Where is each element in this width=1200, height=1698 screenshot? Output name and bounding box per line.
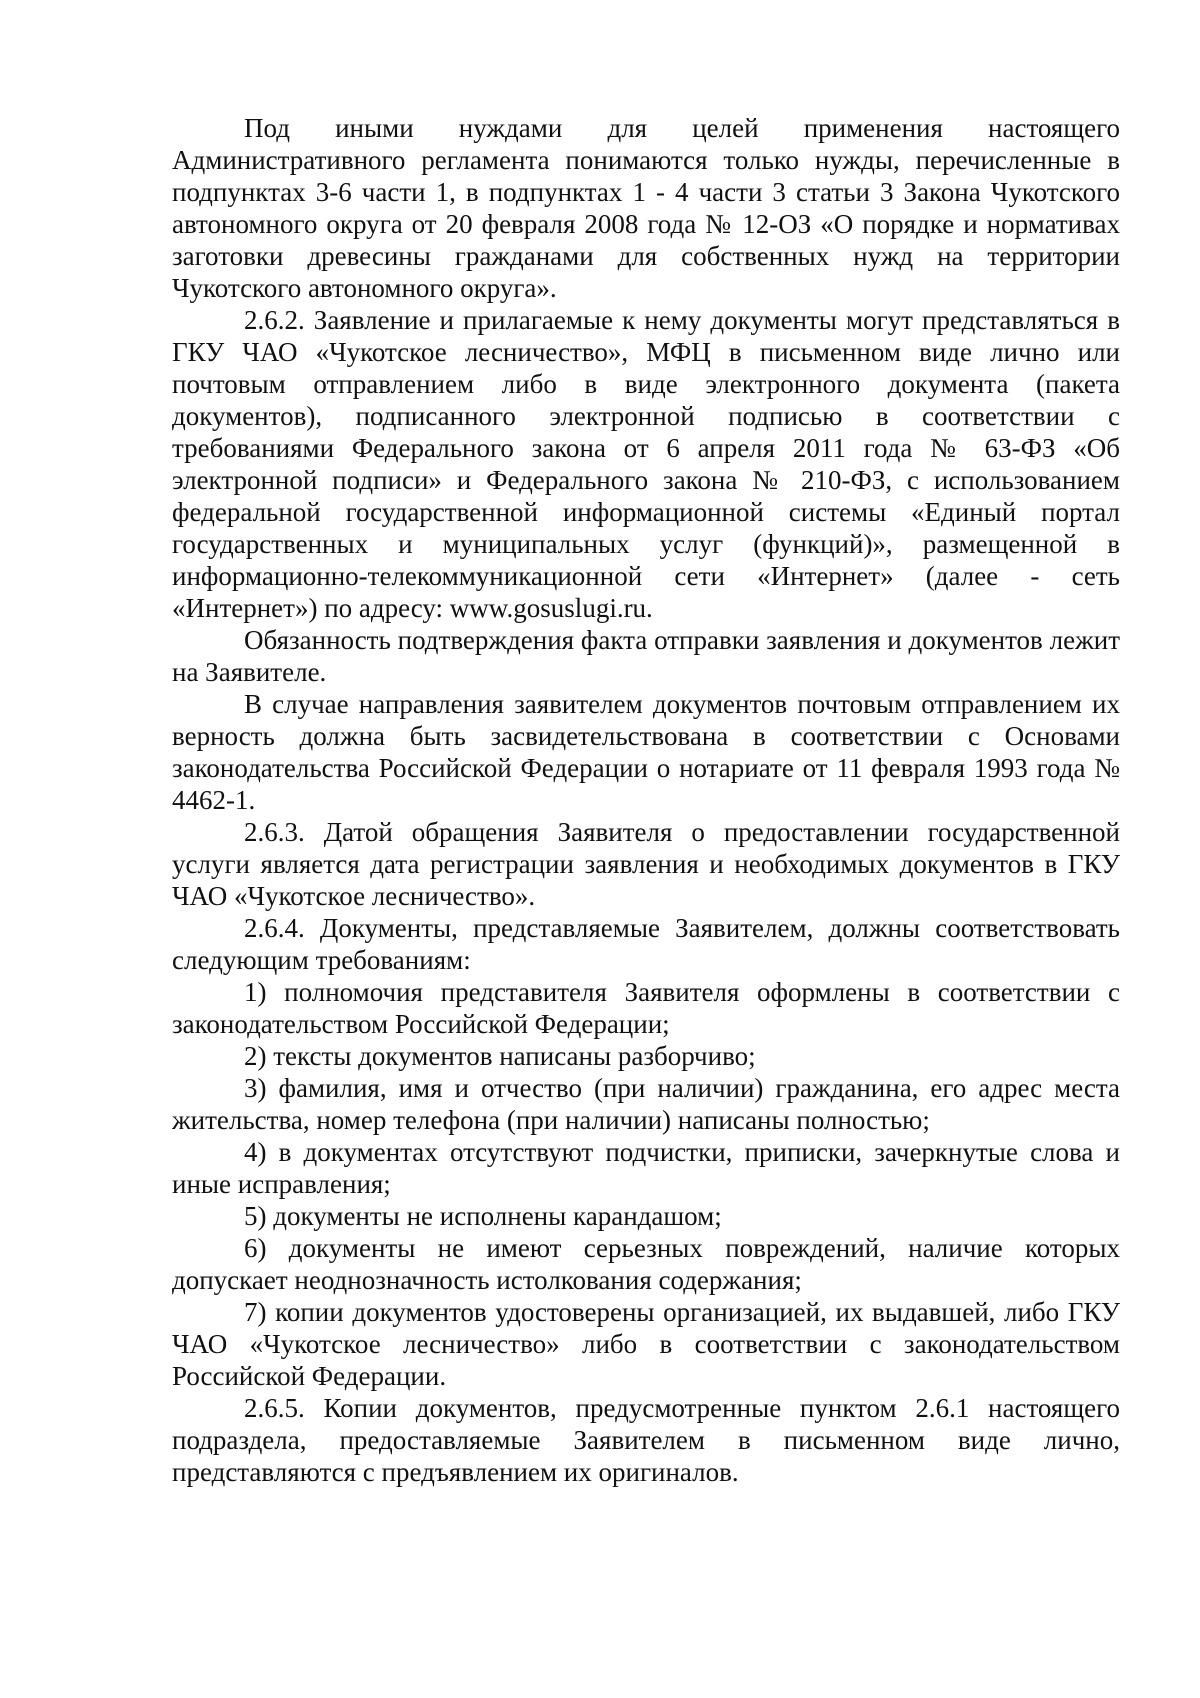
paragraph-2-6-3: 2.6.3. Датой обращения Заявителя о предоставлении государственной услуги является дата регистрации заявления и необходимых документов в ГКУ ЧАО «Чукотское лесничество». <box>172 817 1120 911</box>
paragraph-2-6-5: 2.6.5. Копии документов, предусмотренные пунктом 2.6.1 настоящего подраздела, предоставляемые Заявителем в письменном виде лично, представляются с предъявлением их оригиналов. <box>172 1393 1120 1487</box>
paragraph-sending-obligation: Обязанность подтверждения факта отправки заявления и документов лежит на Заявителе. <box>172 625 1120 687</box>
requirement-item-4: 4) в документах отсутствуют подчистки, приписки, зачеркнутые слова и иные исправления; <box>172 1137 1120 1199</box>
requirement-item-2: 2) тексты документов написаны разборчиво; <box>244 1041 756 1071</box>
paragraph-other-needs: Под иными нуждами для целей применения настоящего Административного регламента понимаются только нужды, перечисленные в подпунктах 3-6 части 1, в подпунктах 1 - 4 части 3 статьи 3 Закона Чукотского автономного округа от 20 февраля 2008 года № 12-ОЗ «О порядке и нормативах заготовки древесины гражданами для собственных нужд на территории Чукотского автономного округа». <box>172 113 1120 303</box>
requirement-item-6: 6) документы не имеют серьезных повреждений, наличие которых допускает неоднозначность истолкования содержания; <box>172 1233 1120 1295</box>
requirement-item-3: 3) фамилия, имя и отчество (при наличии) гражданина, его адрес места жительства, номер телефона (при наличии) написаны полностью; <box>172 1073 1120 1135</box>
requirement-item-5: 5) документы не исполнены карандашом; <box>244 1201 722 1231</box>
requirement-item-7: 7) копии документов удостоверены организацией, их выдавшей, либо ГКУ ЧАО «Чукотское лесничество» либо в соответствии с законодательством Российской Федерации. <box>172 1297 1120 1391</box>
document-page <box>172 112 1120 1488</box>
paragraph-postal-certification: В случае направления заявителем документов почтовым отправлением их верность должна быть засвидетельствована в соответствии с Основами законодательства Российской Федерации о нотариате от 11 февраля 1993 года № 4462-1. <box>172 689 1120 815</box>
paragraph-2-6-2: 2.6.2. Заявление и прилагаемые к нему документы могут представляться в ГКУ ЧАО «Чукотское лесничество», МФЦ в письменном виде лично или почтовым отправлением либо в виде электронного документа (пакета документов), подписанного электронной подписью в соответствии с требованиями Федерального закона от 6 апреля 2011 года № 63-ФЗ «Об электронной подписи» и Федерального закона № 210-ФЗ, с использованием федеральной государственной информационной системы «Единый портал государственных и муниципальных услуг (функций)», размещенной в информационно-телекоммуникационной сети «Интернет» (далее - сеть «Интернет») по адресу: www.gosuslugi.ru. <box>172 305 1120 623</box>
requirement-item-1: 1) полномочия представителя Заявителя оформлены в соответствии с законодательством Российской Федерации; <box>172 977 1120 1039</box>
paragraph-2-6-4: 2.6.4. Документы, представляемые Заявителем, должны соответствовать следующим требованиям: <box>172 913 1120 975</box>
